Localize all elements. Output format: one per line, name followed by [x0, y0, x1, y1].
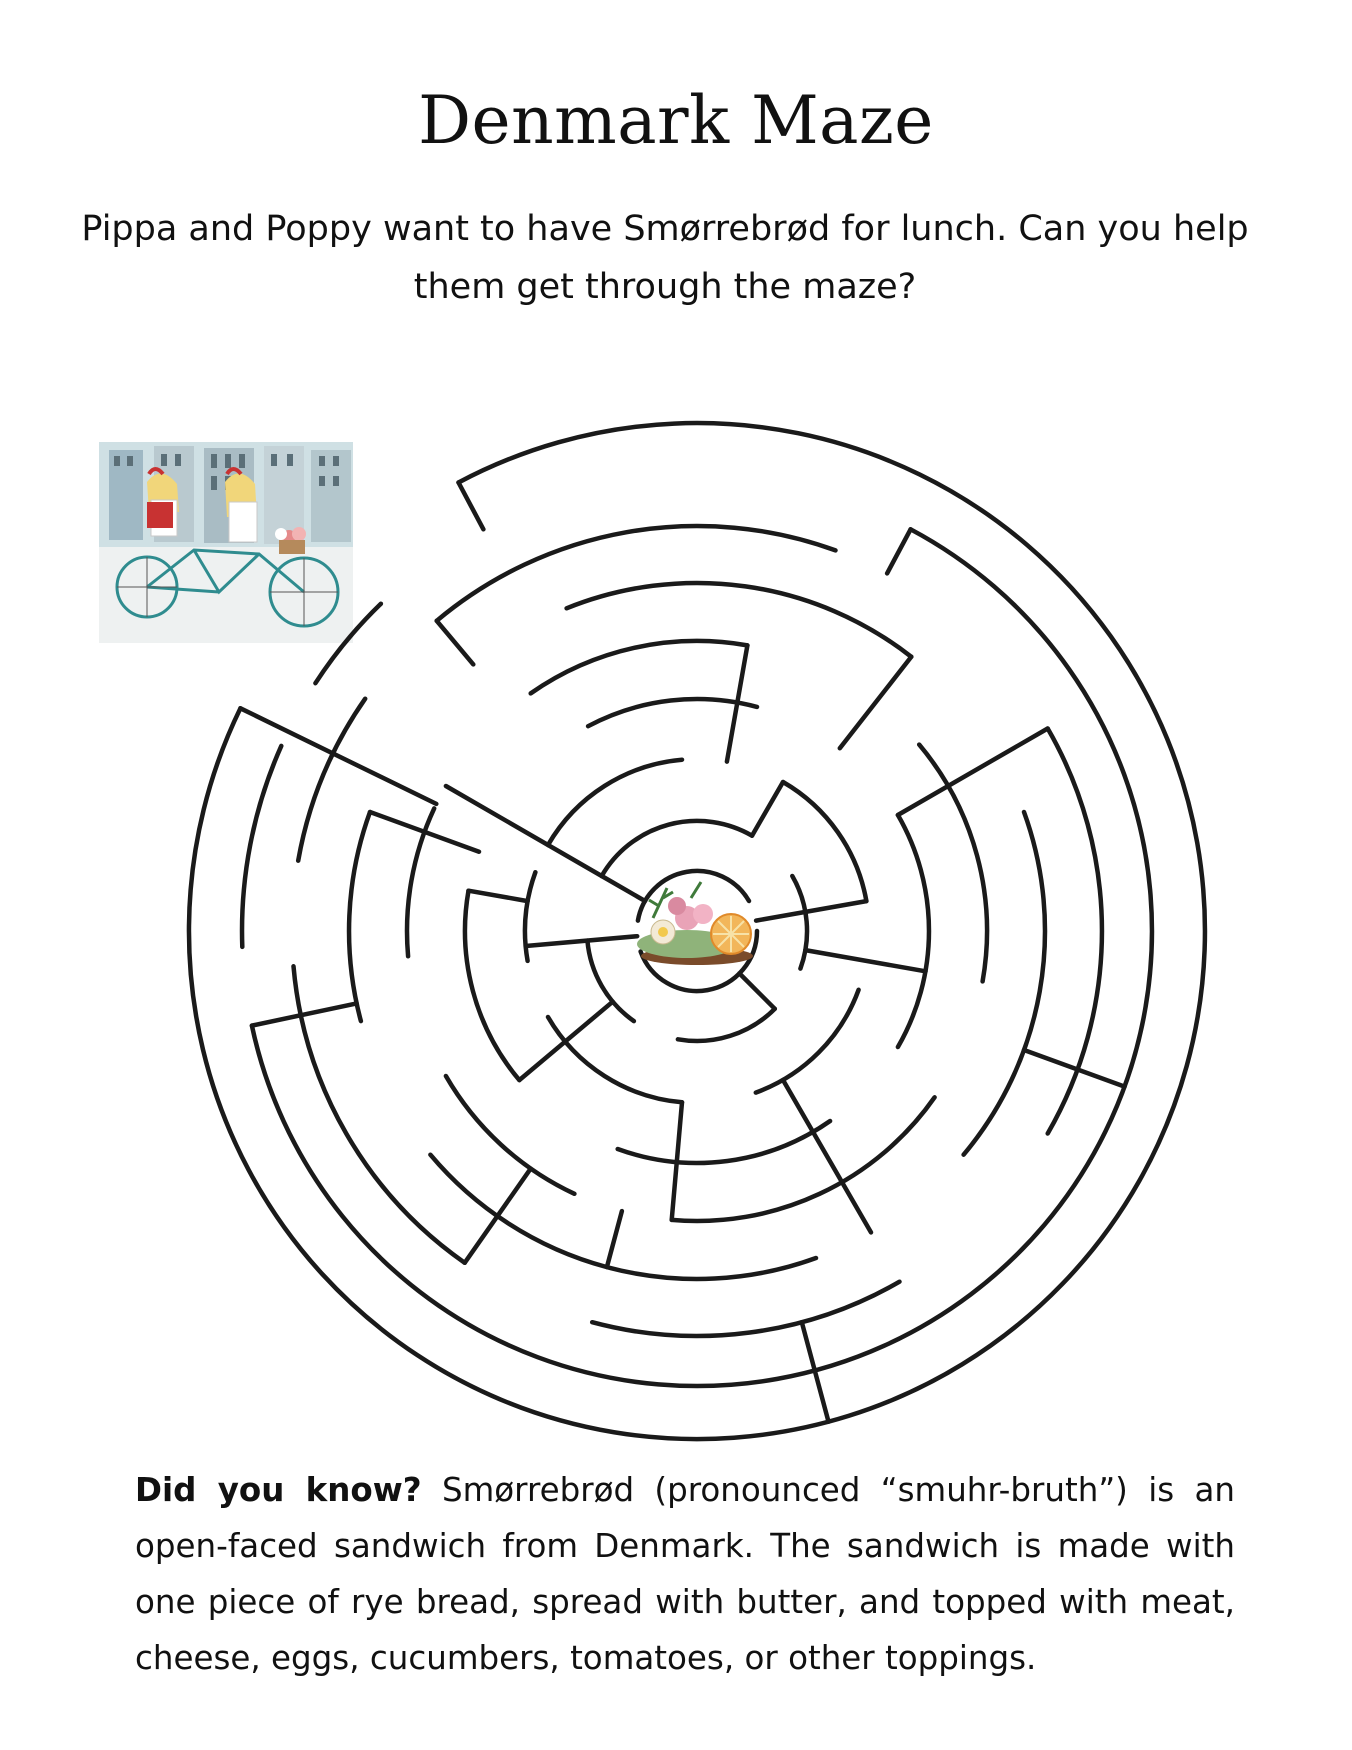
maze-wall-line-44 [756, 901, 866, 921]
maze-wall-line-43 [840, 657, 912, 748]
instructions-text: Pippa and Poppy want to have Smørrebrød for lunch. Can you help them get through the maze? [81, 209, 1249, 307]
maze-wall-arc-12 [349, 812, 370, 1021]
maze-wall-arc-28 [792, 876, 807, 969]
page-title: Denmark Maze [418, 82, 934, 159]
did-you-know-text: Smørrebrød (pronounced “smuhr-bruth”) is an open-faced sandwich from Denmark. The sandwich is made with one piece of rye bread, spread with butter, and topped with meat, cheese, eggs, cucumbers, tomatoes, or other toppings. [135, 1471, 1236, 1677]
maze-walls [0, 400, 1352, 1460]
maze-wall-arc-19 [898, 815, 929, 1047]
maze-wall-line-45 [519, 1002, 612, 1080]
maze-wall-arc-16 [446, 1076, 575, 1194]
maze-wall-line-53 [370, 812, 479, 852]
maze-wall-arc-6 [592, 1282, 899, 1336]
maze-wall-arc-29 [678, 1009, 775, 1041]
maze-wall-line-56 [607, 1211, 622, 1267]
did-you-know-paragraph [135, 1462, 1235, 1686]
maze-wall-arc-3 [315, 604, 381, 684]
maze-wall-line-47 [739, 973, 774, 1008]
maze-wall-line-46 [526, 936, 638, 946]
maze-wall-line-39 [898, 729, 1048, 816]
circular-maze [0, 400, 1352, 1460]
maze-wall-line-33 [459, 483, 484, 530]
maze-wall-arc-22 [548, 760, 682, 845]
maze-wall-line-36 [446, 786, 602, 876]
did-you-know-label: Did you know? [135, 1471, 422, 1509]
maze-wall-arc-10 [964, 812, 1045, 1155]
maze-wall-line-37 [240, 708, 436, 804]
maze-wall-line-55 [602, 876, 645, 901]
maze-wall-arc-20 [618, 1121, 830, 1163]
maze-wall-line-52 [469, 891, 528, 901]
maze-wall-arc-27 [602, 821, 752, 876]
open-faced-sandwich-icon [637, 882, 753, 965]
maze-wall-arc-21 [465, 891, 519, 1080]
maze-wall-line-34 [887, 529, 911, 573]
maze-wall-arc-5 [1048, 729, 1102, 1134]
maze-wall-arc-25 [548, 1017, 682, 1102]
maze-wall-line-40 [783, 1080, 871, 1232]
maze-wall-line-54 [752, 782, 783, 836]
maze-wall-arc-8 [298, 699, 365, 861]
maze-wall-line-42 [805, 950, 925, 971]
maze-wall-line-35 [437, 621, 474, 665]
maze-wall-arc-30 [587, 941, 634, 1022]
maze-wall-arc-2 [242, 746, 281, 947]
maze-wall-arc-4 [437, 526, 836, 621]
maze-wall-arc-13 [531, 641, 748, 693]
maze-wall-line-49 [465, 1169, 531, 1263]
